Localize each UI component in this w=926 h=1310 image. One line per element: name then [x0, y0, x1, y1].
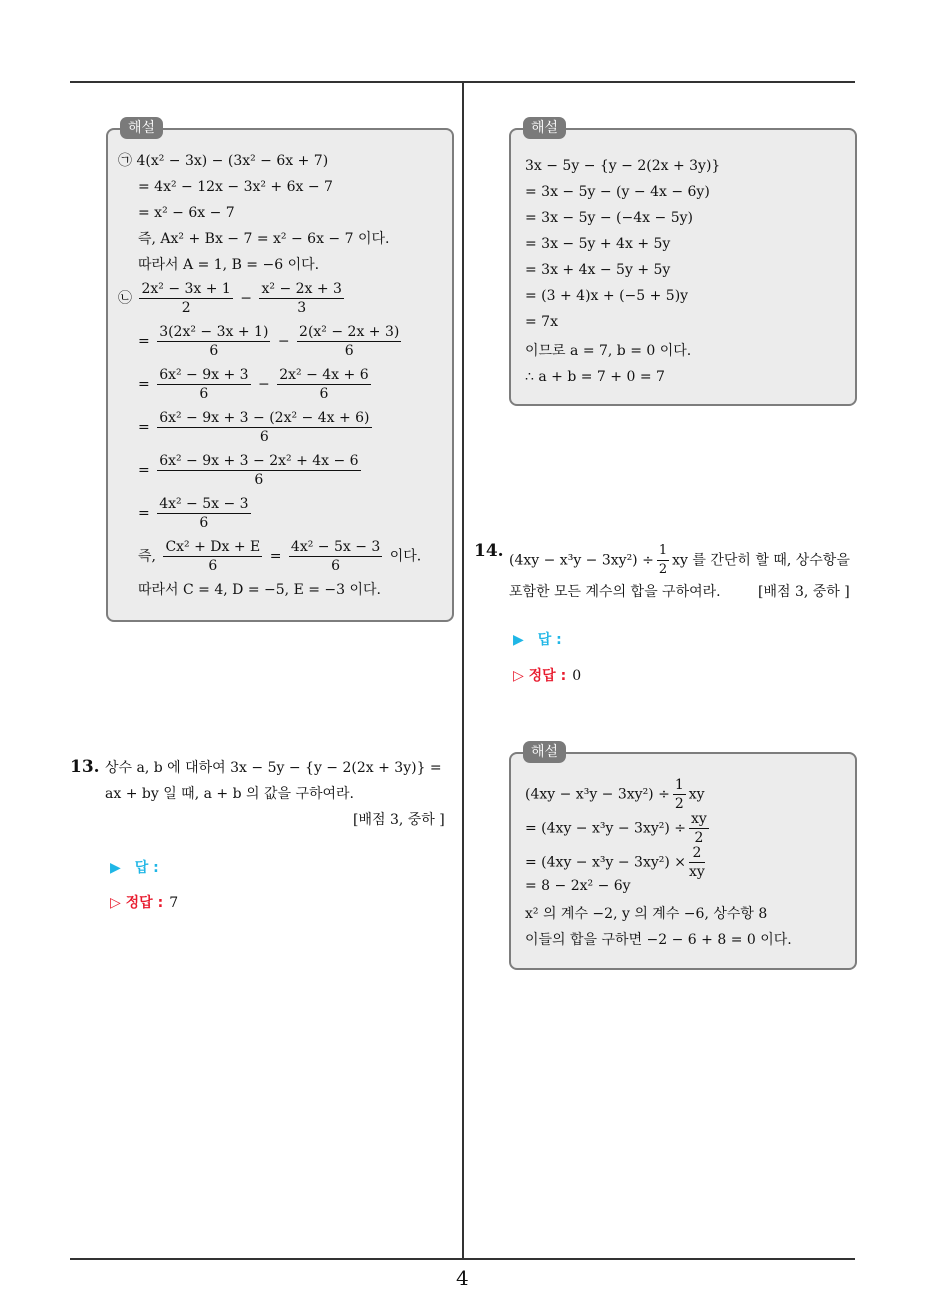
play-icon: ▶	[110, 860, 121, 876]
fraction: $\frac{1}{2}$	[674, 777, 684, 812]
page-number: 4	[456, 1266, 469, 1290]
correct-answer-value: 0	[572, 668, 582, 684]
question-text: 포함한 모든 계수의 합을 구하여라.	[509, 584, 721, 600]
solution-line: ㉠ 4(x² − 3x) − (3x² − 6x + 7)	[118, 153, 329, 169]
answer-prompt: ▶ 답 :	[110, 860, 159, 876]
question-number: 14.	[474, 541, 504, 561]
fraction: $\frac{\text{2x² − 4x + 6}}{6}$	[279, 367, 369, 402]
fraction: $\frac{1}{2}$	[658, 543, 668, 577]
solution-line: = 3x − 5y − (−4x − 5y)	[525, 210, 693, 226]
fraction: $\frac{\text{6x² − 9x + 3}}{6}$	[159, 367, 249, 402]
solution-line: = 7x	[525, 314, 558, 330]
play-icon: ▶	[513, 632, 524, 648]
fraction: $\frac{\text{3(2x² − 3x + 1)}}{6}$	[159, 324, 269, 359]
fraction: $\frac{\text{2(x² − 2x + 3)}}{6}$	[299, 324, 400, 359]
solution-line: = $\frac{\text{6x² − 9x + 3 − (2x² − 4x + 6)}}{6}$	[138, 410, 370, 445]
solution-tag: 해설	[523, 117, 566, 139]
solution-tag: 해설	[523, 741, 566, 763]
column-divider	[462, 83, 464, 1259]
fraction: $\frac{\text{2x² − 3x + 1}}{2}$	[141, 281, 231, 316]
solution-line: 따라서 A = 1, B = −6 이다.	[138, 257, 320, 273]
solution-line: = $\frac{\text{6x² − 9x + 3 − 2x² + 4x − 6}}{6}$	[138, 453, 359, 488]
correct-answer-value: 7	[169, 895, 179, 911]
solution-line: ∴ a + b = 7 + 0 = 7	[525, 369, 665, 385]
bottom-rule	[70, 1258, 855, 1260]
solution-line: (4xy − x³y − 3xy²) ÷ $\frac{1}{2}$ xy	[525, 777, 705, 812]
solution-line: = x² − 6x − 7	[138, 205, 235, 221]
solution-line: 즉, $\frac{\text{Cx² + Dx + E}}{6}$ = $\frac{\text{4x² − 5x − 3}}{6}$ 이다.	[138, 539, 422, 574]
solution-line: = $\frac{\text{3(2x² − 3x + 1)}}{6}$ − $\frac{\text{2(x² − 2x + 3)}}{6}$	[138, 324, 400, 359]
question-text: 상수 a, b 에 대하여 3x − 5y − {y − 2(2x + 3y)} =	[105, 760, 442, 776]
solution-tag: 해설	[120, 117, 163, 139]
fraction: $\frac{\text{4x² − 5x − 3}}{6}$	[159, 496, 249, 531]
play-outline-icon: ▷	[513, 668, 524, 684]
solution-line: = 4x² − 12x − 3x² + 6x − 7	[138, 179, 333, 195]
score-label: [배점 3, 중하 ]	[353, 812, 445, 828]
solution-line: = 3x − 5y + 4x + 5y	[525, 236, 671, 252]
solution-line: = (3 + 4)x + (−5 + 5)y	[525, 288, 689, 304]
circled-mark-2: ㉡	[118, 290, 132, 307]
fraction: $\frac{\text{6x² − 9x + 3 − 2x² + 4x − 6}}{6}$	[159, 453, 359, 488]
fraction: $\frac{\text{4x² − 5x − 3}}{6}$	[290, 539, 381, 574]
solution-line: 3x − 5y − {y − 2(2x + 3y)}	[525, 158, 721, 174]
solution-line: = (4xy − x³y − 3xy²) × $\frac{2}{xy}$	[525, 845, 705, 880]
fraction: $\frac{\text{Cx² + Dx + E}}{6}$	[165, 539, 261, 574]
fraction: $\frac{\text{x² − 2x + 3}}{3}$	[261, 281, 342, 316]
fraction: $\frac{2}{xy}$	[689, 845, 705, 880]
circled-mark-1: ㉠	[118, 153, 132, 169]
solution-line: = 3x + 4x − 5y + 5y	[525, 262, 671, 278]
solution-line: = 8 − 2x² − 6y	[525, 878, 631, 894]
correct-answer: ▷ 정답 : 7	[110, 895, 179, 911]
solution-line: = 3x − 5y − (y − 4x − 6y)	[525, 184, 710, 200]
solution-line: = $\frac{\text{4x² − 5x − 3}}{6}$	[138, 496, 249, 531]
answer-prompt: ▶ 답 :	[513, 632, 562, 648]
question-text: (4xy − x³y − 3xy²) ÷ $\frac{1}{2}$ xy 를 간단히 할 때, 상수항을	[509, 543, 850, 577]
solution-box-12	[106, 128, 454, 622]
solution-line: ㉡ $\frac{\text{2x² − 3x + 1}}{2}$ − $\frac{\text{x² − 2x + 3}}{3}$	[118, 281, 342, 316]
solution-box-13	[509, 128, 857, 406]
play-outline-icon: ▷	[110, 895, 121, 911]
question-number: 13.	[70, 757, 100, 777]
solution-line: 즉, Ax² + Bx − 7 = x² − 6x − 7 이다.	[138, 231, 390, 247]
solution-line: 이들의 합을 구하면 −2 − 6 + 8 = 0 이다.	[525, 932, 792, 948]
solution-line: x² 의 계수 −2, y 의 계수 −6, 상수항 8	[525, 906, 768, 922]
fraction: $\frac{xy}{2}$	[691, 811, 707, 846]
solution-line: 이므로 a = 7, b = 0 이다.	[525, 343, 692, 359]
solution-line: = $\frac{\text{6x² − 9x + 3}}{6}$ − $\frac{\text{2x² − 4x + 6}}{6}$	[138, 367, 369, 402]
fraction: $\frac{\text{6x² − 9x + 3 − (2x² − 4x + 6)}}{6}$	[159, 410, 370, 445]
solution-line: 따라서 C = 4, D = −5, E = −3 이다.	[138, 582, 382, 598]
solution-box-14	[509, 752, 857, 970]
score-label: [배점 3, 중하 ]	[758, 584, 850, 600]
question-text: ax + by 일 때, a + b 의 값을 구하여라.	[105, 786, 355, 802]
correct-answer: ▷ 정답 : 0	[513, 668, 582, 684]
solution-line: = (4xy − x³y − 3xy²) ÷ $\frac{xy}{2}$	[525, 811, 707, 846]
